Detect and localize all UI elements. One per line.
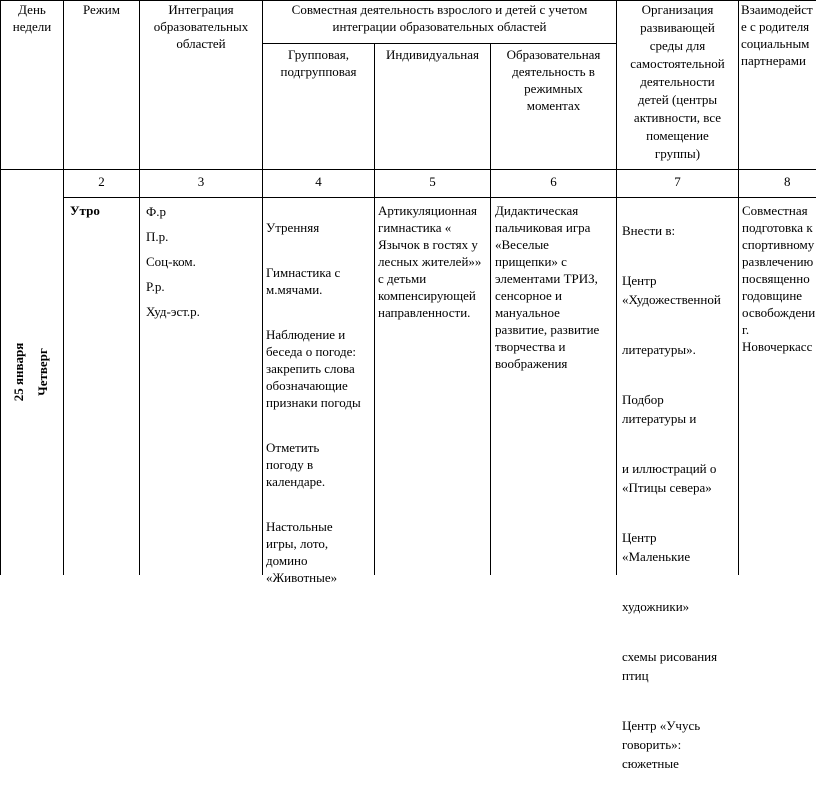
col-line-4: [374, 43, 375, 575]
header-group: Групповая, подгрупповая: [280, 47, 357, 79]
col-line-7: [738, 0, 739, 575]
header-integration: Интеграция образовательных областей: [153, 2, 249, 51]
area-item: Худ-эст.р.: [146, 304, 200, 319]
day-date: 25 января: [11, 342, 26, 402]
col-number-6: 6: [550, 174, 557, 189]
environment-paragraph: Внести в:: [622, 223, 676, 238]
number-row-bottom-line: [63, 197, 816, 198]
col-line-3: [262, 0, 263, 575]
area-item: Ф.р: [146, 204, 167, 219]
group-paragraph: Гимнастика с м.мячами.: [266, 265, 341, 297]
col-line-0: [0, 0, 1, 575]
header-regime-moments: Образовательная деятельность в режимных моментах: [506, 47, 601, 113]
header-individual: Индивидуальная: [386, 47, 479, 62]
area-item: Соц-ком.: [146, 254, 196, 269]
area-item: Р.р.: [146, 279, 165, 294]
header-environment: Организация развивающей среды для самостоятельной деятельности детей (центры активности, все помещение группы): [630, 2, 725, 161]
parents-activity: Совместная подготовка к спортивному развлечению посвященно годовщине освобождени г. Новочеркасс: [742, 203, 816, 354]
col-line-2: [139, 0, 140, 575]
header-bottom-line: [0, 169, 816, 170]
environment-paragraph: Центр «Маленькие: [622, 530, 691, 564]
group-paragraph: Утренняя: [266, 220, 320, 235]
col-number-3: 3: [197, 174, 205, 189]
header-day: День недели: [12, 2, 52, 34]
environment-paragraph: Центр «Художественной: [622, 273, 721, 307]
col-line-5: [490, 43, 491, 575]
environment-paragraph: литературы».: [622, 342, 696, 357]
environment-paragraph: схемы рисования птиц: [622, 649, 718, 683]
header-parents: Взаимодейст е с родителя социальным партнерами: [741, 2, 813, 68]
col-number-5: 5: [429, 174, 436, 189]
subheader-divider: [262, 43, 616, 44]
header-mode: Режим: [83, 2, 120, 17]
col-line-1: [63, 0, 64, 575]
col-number-2: 2: [98, 174, 105, 189]
group-paragraph: Отметить погоду в календаре.: [266, 440, 326, 489]
regime-activity: Дидактическая пальчиковая игра «Веселые прищепки» с элементами ТРИЗ, сенсорное и мануальное развитие, развитие творчества и воображения: [495, 203, 600, 371]
environment-paragraph: и иллюстраций о «Птицы севера»: [622, 461, 717, 495]
col-number-7: 7: [674, 174, 681, 189]
environment-list: [622, 202, 738, 804]
areas-list: [146, 203, 200, 328]
environment-paragraph: художники»: [622, 599, 690, 614]
group-paragraph: Настольные игры, лото, домино «Животные»: [266, 519, 338, 585]
mode-morning: Утро: [70, 203, 100, 218]
header-joint-activity: Совместная деятельность взрослого и детей с учетом интеграции образовательных областей: [291, 2, 588, 34]
area-item: П.р.: [146, 229, 169, 244]
environment-paragraph: Подбор литературы и: [622, 392, 697, 426]
environment-paragraph: Центр «Учусь говорить»: сюжетные: [622, 718, 701, 771]
col-number-4: 4: [315, 174, 322, 189]
individual-activity: Артикуляционная гимнастика « Язычок в гостях у лесных жителей»» с детьми компенсирующей направленности.: [378, 203, 482, 320]
day-weekday: Четверг: [35, 348, 50, 396]
group-paragraph: Наблюдение и беседа о погоде: закрепить слова обозначающие признаки погоды: [266, 327, 361, 410]
group-activity: [266, 202, 373, 614]
col-number-8: 8: [784, 174, 791, 189]
